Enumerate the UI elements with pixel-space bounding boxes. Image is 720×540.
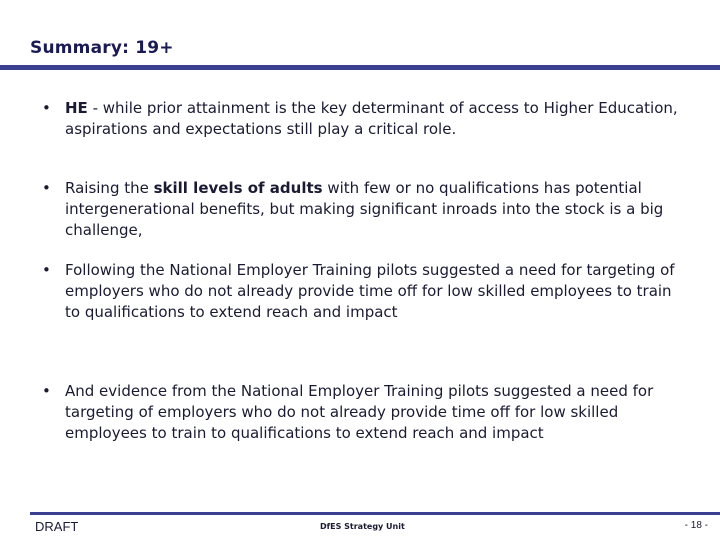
bullet-marker: • xyxy=(42,99,51,117)
bullet-text: - while prior attainment is the key determinant of access to Higher Education, aspirations and expectations still play a critical role. xyxy=(65,99,678,138)
organization-label: DfES Strategy Unit xyxy=(320,522,405,531)
bullet-item-employer-training xyxy=(40,260,680,323)
slide-title: Summary: 19+ xyxy=(30,38,174,58)
bullet-item-evidence xyxy=(40,381,680,444)
bullet-marker: • xyxy=(42,179,51,197)
bullet-text-pre: Raising the xyxy=(65,179,154,197)
draft-label: DRAFT xyxy=(35,519,79,534)
bullet-marker: • xyxy=(42,382,51,400)
bullet-text: And evidence from the National Employer Training pilots suggested a need for targeting of employers who do not already provide time off for low skilled employees to train to qualifications to extend reach and impact xyxy=(65,382,654,442)
bullet-text-post: with few or no qualifications has potential intergenerational benefits, but making significant inroads into the stock is a big challenge, xyxy=(65,179,664,239)
footer-divider xyxy=(30,512,720,515)
bullet-text: Following the National Employer Training pilots suggested a need for targeting of employers who do not already provide time off for low skilled employees to train to qualifications to extend reach and impact xyxy=(65,261,675,321)
bullet-item-he xyxy=(40,98,680,140)
bullet-list xyxy=(40,98,680,444)
title-divider xyxy=(0,65,720,70)
bullet-marker: • xyxy=(42,261,51,279)
bullet-lead: HE xyxy=(65,99,88,117)
bullet-emphasis: skill levels of adults xyxy=(153,179,323,197)
bullet-item-skills xyxy=(40,178,680,241)
page-number: - 18 - xyxy=(684,520,708,531)
